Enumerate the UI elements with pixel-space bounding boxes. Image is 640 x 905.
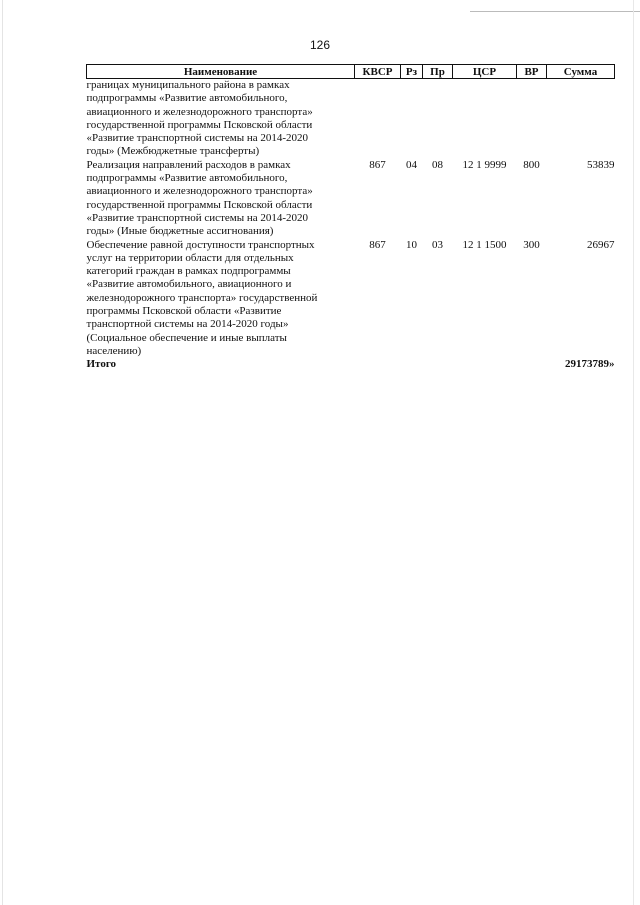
row-name <box>87 159 355 239</box>
header-vr: ВР <box>517 65 547 79</box>
total-label: Итого <box>86 358 117 371</box>
header-kvsr: КВСР <box>355 65 401 79</box>
row-vr: 300 <box>523 238 540 251</box>
row-name-line: авиационного и железнодорожного транспорта» <box>86 105 313 118</box>
budget-table <box>86 64 615 372</box>
table-row <box>87 159 615 239</box>
row-pr <box>423 79 453 159</box>
row-name-line: программы Псковской области «Развитие <box>86 305 282 318</box>
row-pr: 08 <box>432 158 443 171</box>
row-name-line: транспортной системы на 2014-2020 годы» <box>86 318 289 331</box>
row-name-line: подпрограммы «Развитие автомобильного, <box>86 172 288 185</box>
row-name-line: государственной программы Псковской области <box>86 198 313 211</box>
header-name: Наименование <box>87 65 355 79</box>
total-sum: 29173789» <box>565 358 615 371</box>
row-name-line: железнодорожного транспорта» государственной <box>86 291 318 304</box>
row-sum: 26967 <box>587 238 615 251</box>
table-row <box>87 239 615 359</box>
row-csr: 12 1 9999 <box>462 158 507 171</box>
row-name-line: государственной программы Псковской области <box>86 118 313 131</box>
row-sum: 53839 <box>587 158 615 171</box>
row-vr: 800 <box>523 158 540 171</box>
scan-edge-right <box>633 0 634 905</box>
table-row <box>87 79 615 159</box>
scan-edge-left <box>2 0 3 905</box>
row-name-line: авиационного и железнодорожного транспорта» <box>86 185 313 198</box>
row-csr: 12 1 1500 <box>462 238 507 251</box>
header-csr: ЦСР <box>453 65 517 79</box>
row-rz: 10 <box>406 238 417 251</box>
row-pr: 03 <box>432 238 443 251</box>
row-name-line: «Развитие автомобильного, авиационного и <box>86 278 292 291</box>
row-name-line: Обеспечение равной доступности транспортных <box>86 238 315 251</box>
row-kvsr: 867 <box>369 158 386 171</box>
row-kvsr <box>355 79 401 159</box>
row-name-line: границах муниципального района в рамках <box>86 79 290 91</box>
row-name-line: услуг на территории области для отдельных <box>86 251 294 264</box>
row-rz <box>401 79 423 159</box>
scan-artifact-line <box>470 11 640 12</box>
table-header-row <box>87 65 615 79</box>
row-name-line: годы» (Межбюджетные трансферты) <box>86 145 260 158</box>
row-name-line: годы» (Иные бюджетные ассигнования) <box>86 225 274 238</box>
row-name-line: категорий граждан в рамках подпрограммы <box>86 265 291 278</box>
row-name-line: подпрограммы «Развитие автомобильного, <box>86 92 288 105</box>
row-kvsr: 867 <box>369 238 386 251</box>
row-vr <box>517 79 547 159</box>
row-csr <box>453 79 517 159</box>
row-rz: 04 <box>406 158 417 171</box>
header-sum: Сумма <box>547 65 615 79</box>
total-row <box>87 358 615 371</box>
row-name-line: Реализация направлений расходов в рамках <box>86 158 291 171</box>
row-name-line: населению) <box>86 344 142 357</box>
row-name-line: «Развитие транспортной системы на 2014-2020 <box>86 132 309 145</box>
header-rz: Рз <box>401 65 423 79</box>
row-name-line: (Социальное обеспечение и иные выплаты <box>86 331 287 344</box>
row-name <box>87 79 355 159</box>
row-name <box>87 239 355 359</box>
page-number: 126 <box>309 38 331 52</box>
header-pr: Пр <box>423 65 453 79</box>
row-name-line: «Развитие транспортной системы на 2014-2020 <box>86 211 309 224</box>
row-sum <box>547 79 615 159</box>
